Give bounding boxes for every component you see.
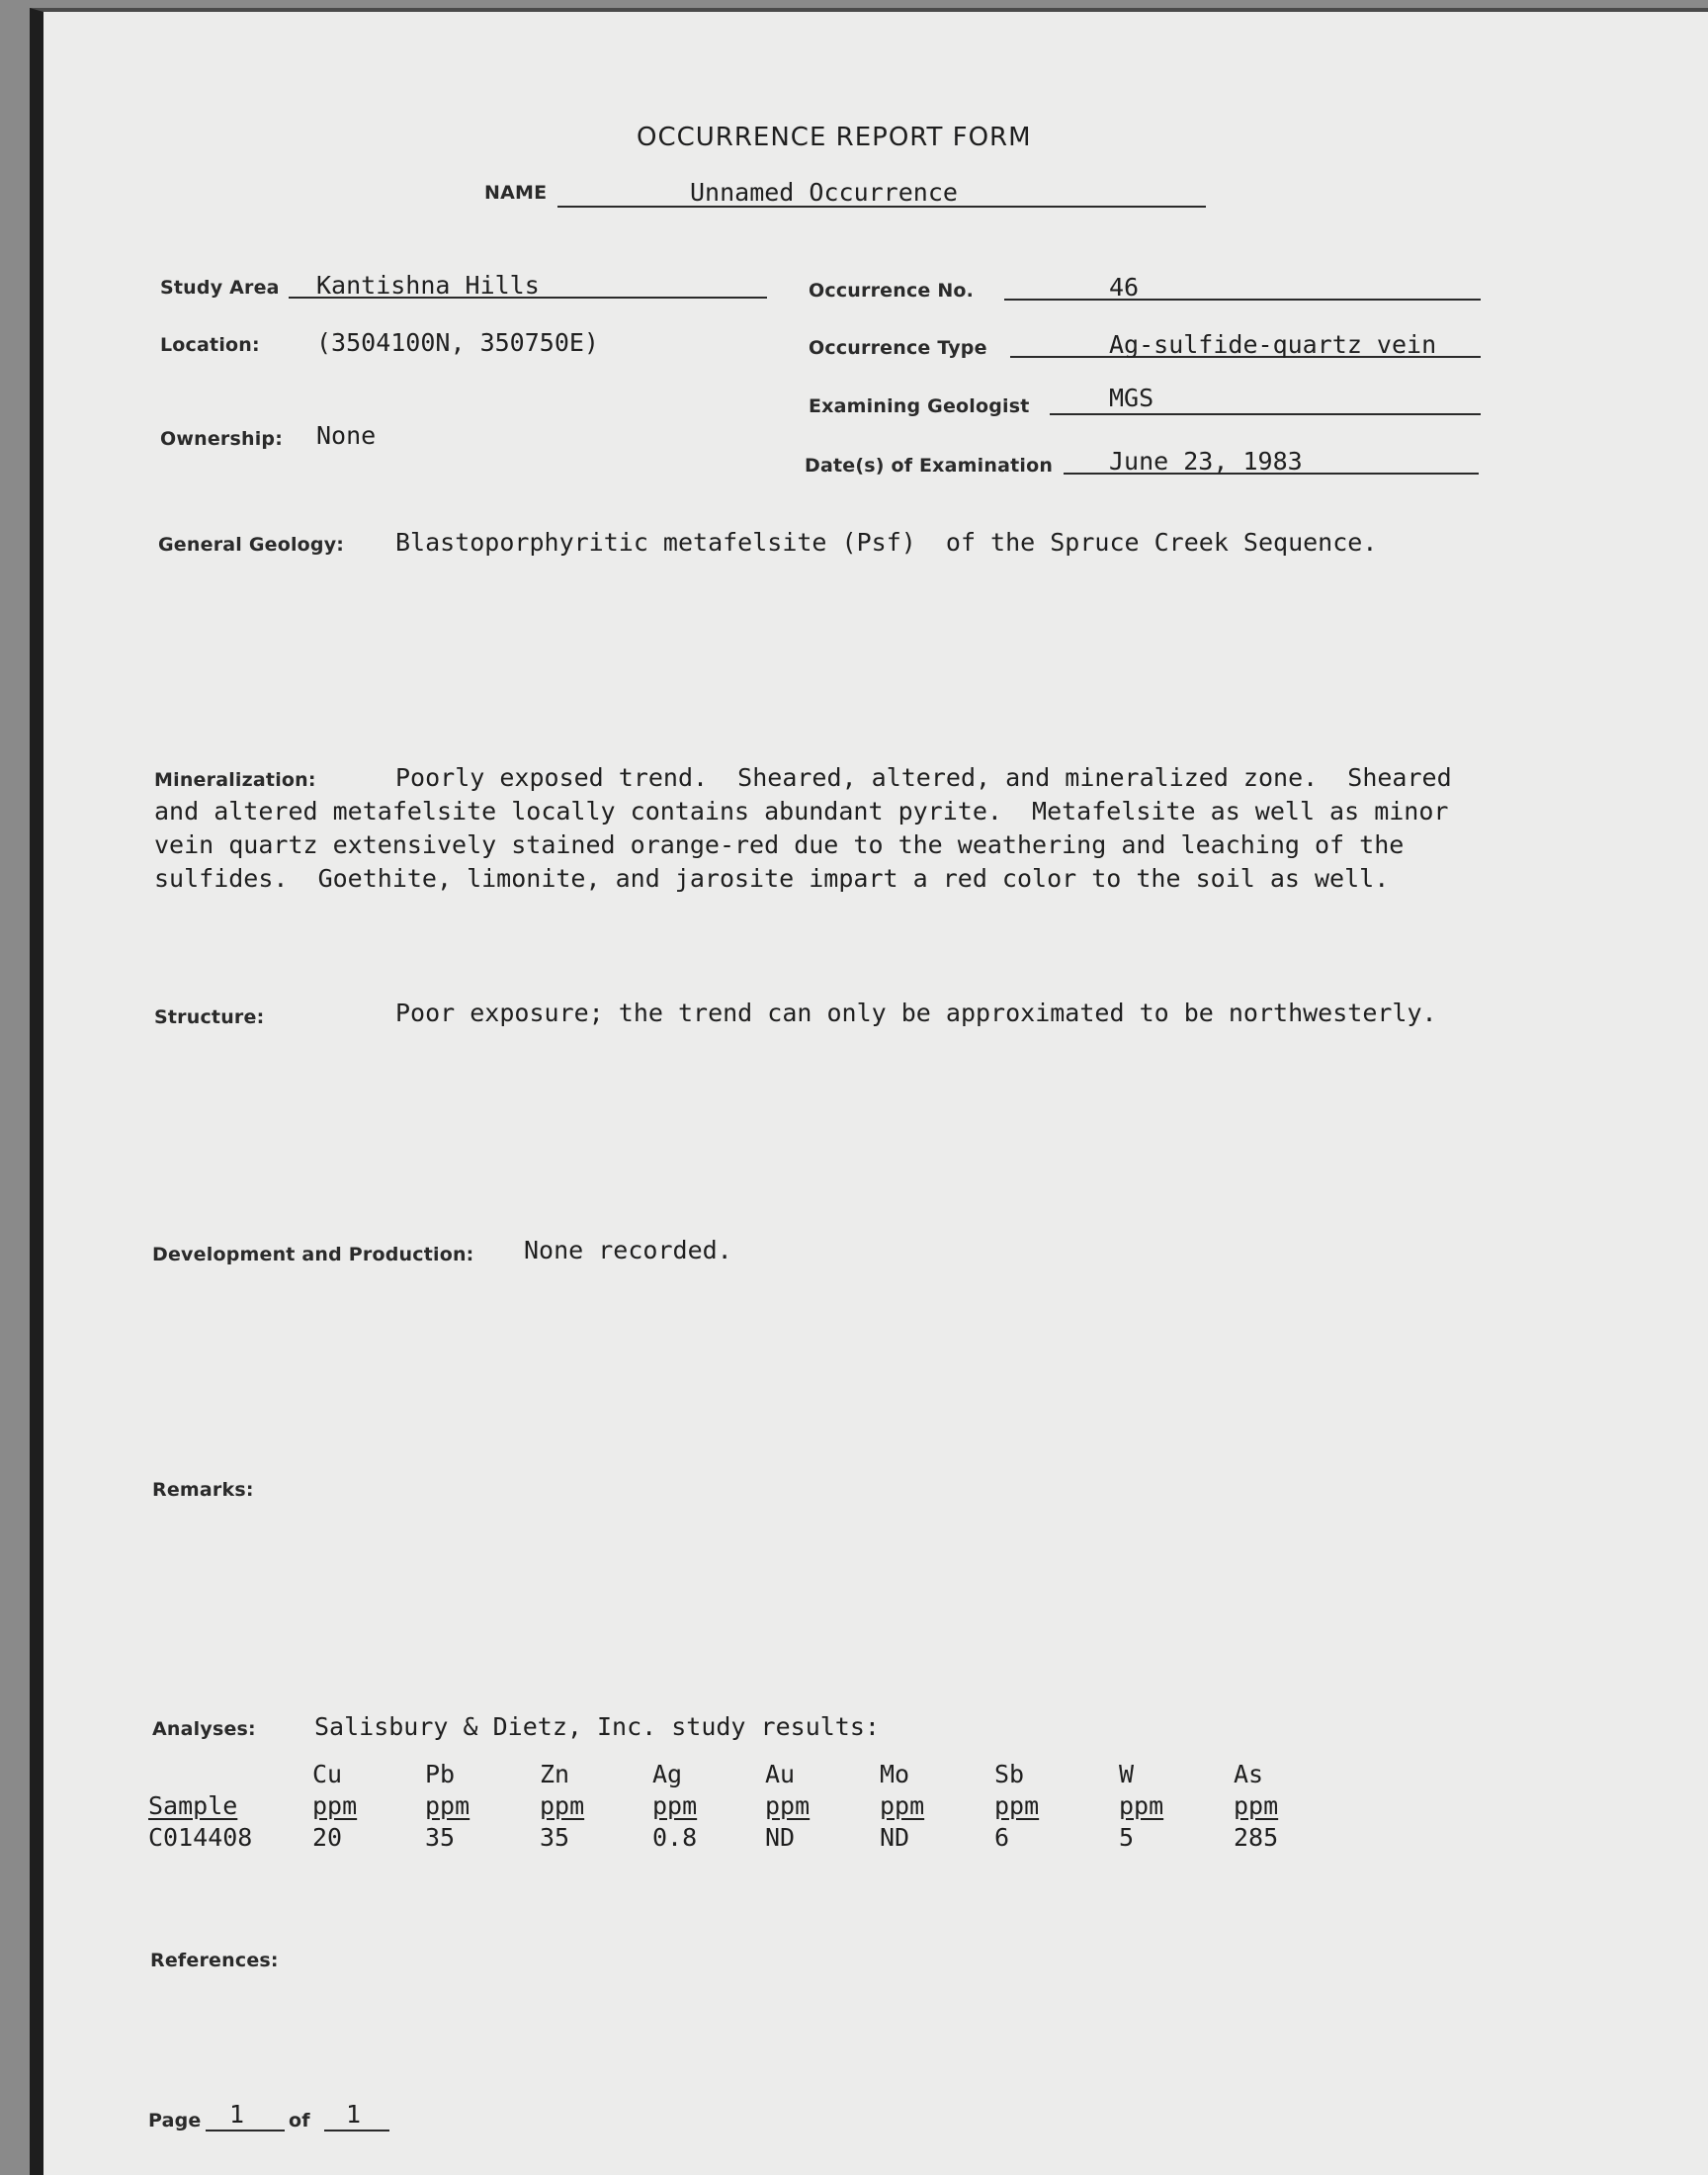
page-label: Page (148, 2110, 202, 2132)
location-value: (3504100N, 350750E) (316, 328, 599, 357)
remarks-label: Remarks: (152, 1479, 254, 1501)
value-as: 285 (1234, 1823, 1279, 1852)
page-no-line (206, 2130, 285, 2132)
value-zn: 35 (540, 1823, 570, 1852)
report-sheet (30, 8, 1708, 2175)
element-mo: Mo (880, 1760, 910, 1788)
value-mo: ND (880, 1823, 910, 1852)
unit-ag: ppm (652, 1791, 698, 1820)
unit-au: ppm (765, 1791, 811, 1820)
element-sb: Sb (994, 1760, 1025, 1788)
development-label: Development and Production: (152, 1244, 474, 1265)
references-label: References: (150, 1950, 279, 1971)
development-text: None recorded. (524, 1236, 732, 1264)
unit-w: ppm (1119, 1791, 1164, 1820)
examining-geologist-label: Examining Geologist (809, 395, 1030, 417)
occurrence-no-label: Occurrence No. (809, 280, 975, 302)
value-sb: 6 (994, 1823, 1010, 1852)
sample-header: Sample (148, 1791, 238, 1820)
unit-cu: ppm (312, 1791, 358, 1820)
location-label: Location: (160, 334, 260, 356)
unit-as: ppm (1234, 1791, 1279, 1820)
date-value: June 23, 1983 (1109, 447, 1303, 476)
examining-geologist-line (1050, 413, 1481, 415)
element-ag: Ag (652, 1760, 683, 1788)
unit-sb: ppm (994, 1791, 1040, 1820)
value-w: 5 (1119, 1823, 1135, 1852)
study-area-label: Study Area (160, 277, 280, 299)
value-ag: 0.8 (652, 1823, 698, 1852)
analyses-text: Salisbury & Dietz, Inc. study results: (314, 1712, 880, 1741)
name-value: Unnamed Occurrence (690, 178, 958, 207)
element-au: Au (765, 1760, 796, 1788)
value-cu: 20 (312, 1823, 343, 1852)
form-title: OCCURRENCE REPORT FORM (637, 123, 1032, 152)
sample-id: C014408 (148, 1823, 253, 1852)
ownership-value: None (316, 421, 377, 450)
occurrence-type-label: Occurrence Type (809, 337, 987, 359)
mineralization-line-1: Poorly exposed trend. Sheared, altered, and mineralized zone. Sheared (395, 763, 1452, 792)
occurrence-no-value: 46 (1109, 273, 1140, 302)
of-label: of (289, 2110, 310, 2132)
unit-zn: ppm (540, 1791, 585, 1820)
examining-geologist-value: MGS (1109, 384, 1154, 412)
page-total: 1 (346, 2100, 362, 2129)
value-au: ND (765, 1823, 796, 1852)
occurrence-type-value: Ag-sulfide-quartz vein (1109, 330, 1437, 359)
structure-label: Structure: (154, 1006, 265, 1028)
mineralization-line-4: sulfides. Goethite, limonite, and jarosite impart a red color to the soil as well. (154, 864, 1390, 893)
general-geology-label: General Geology: (158, 534, 345, 556)
page-number: 1 (229, 2100, 245, 2129)
analyses-label: Analyses: (152, 1718, 256, 1740)
mineralization-line-3: vein quartz extensively stained orange-red due to the weathering and leaching of the (154, 830, 1405, 859)
mineralization-text (154, 761, 1452, 896)
element-pb: Pb (425, 1760, 456, 1788)
ownership-label: Ownership: (160, 428, 284, 450)
structure-text: Poor exposure; the trend can only be approximated to be northwesterly. (395, 999, 1437, 1027)
element-as: As (1234, 1760, 1264, 1788)
date-label: Date(s) of Examination (805, 455, 1054, 477)
unit-pb: ppm (425, 1791, 470, 1820)
general-geology-text: Blastoporphyritic metafelsite (Psf) of the Spruce Creek Sequence. (395, 528, 1378, 557)
unit-mo: ppm (880, 1791, 925, 1820)
occurrence-no-line (1004, 299, 1481, 301)
name-label: NAME (484, 182, 548, 204)
element-cu: Cu (312, 1760, 343, 1788)
mineralization-label: Mineralization: (154, 769, 316, 791)
mineralization-line-2: and altered metafelsite locally contains abundant pyrite. Metafelsite as well as minor (154, 797, 1449, 826)
element-zn: Zn (540, 1760, 570, 1788)
element-w: W (1119, 1760, 1135, 1788)
page-total-line (324, 2130, 389, 2132)
value-pb: 35 (425, 1823, 456, 1852)
study-area-value: Kantishna Hills (316, 271, 540, 300)
